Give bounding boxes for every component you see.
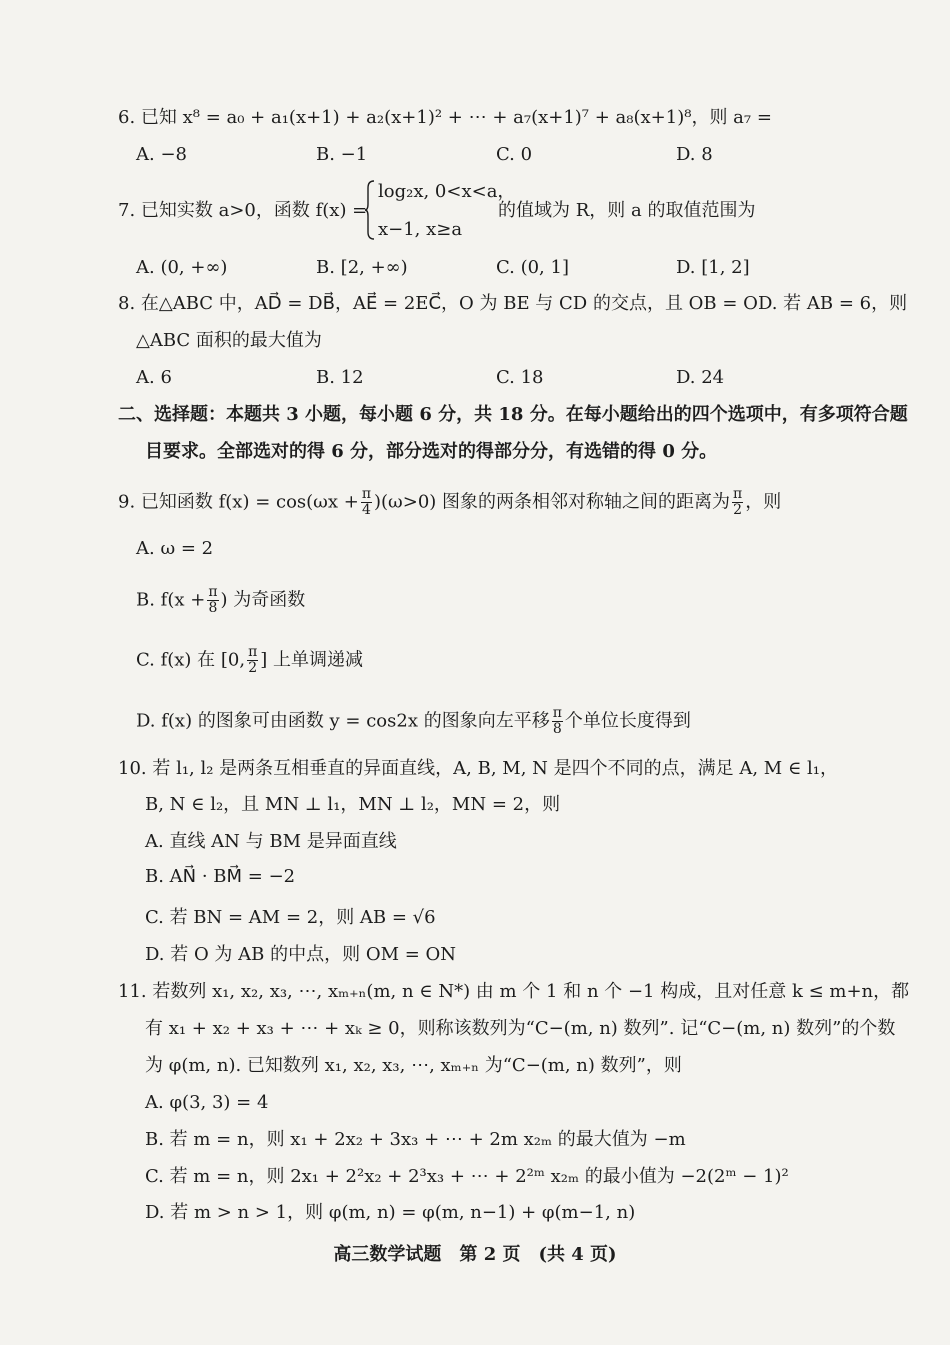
q6-options bbox=[136, 143, 836, 167]
q9-option-d-part-b: 个单位长度得到 bbox=[564, 710, 691, 732]
fraction-pi-over-8 bbox=[207, 585, 218, 616]
piecewise-brace bbox=[365, 180, 375, 240]
section2-instructions-line-2: 目要求。全部选对的得 6 分，部分选对的得部分分，有选错的得 0 分。 bbox=[145, 441, 718, 462]
q9-option-d bbox=[136, 706, 691, 737]
q8-options bbox=[136, 366, 836, 390]
q11-option-b: B. 若 m = n，则 x₁ + 2x₂ + 3x₃ + ⋯ + 2m x₂ₘ 的最大值为 −m bbox=[145, 1129, 686, 1150]
q9-stem-part-c: ，则 bbox=[745, 491, 782, 513]
fraction-denominator: 2 bbox=[248, 660, 258, 676]
q9-option-c-part-a: C. f(x) 在 [0, bbox=[136, 649, 246, 671]
q11-option-d: D. 若 m > n > 1，则 φ(m, n) = φ(m, n−1) + φ(m−1, n) bbox=[145, 1202, 636, 1223]
q10-option-a: A. 直线 AN 与 BM 是异面直线 bbox=[145, 831, 397, 852]
fraction-pi-over-2 bbox=[732, 487, 743, 518]
q7-option-a: A. (0, +∞) bbox=[136, 257, 228, 278]
fraction-denominator: 8 bbox=[552, 721, 562, 737]
q10-option-b: B. AN⃗ · BM⃗ = −2 bbox=[145, 866, 296, 887]
q6-stem: 6. 已知 x⁸ = a₀ + a₁(x+1) + a₂(x+1)² + ⋯ + a₇(x+1)⁷ + a₈(x+1)⁸，则 a₇ = bbox=[118, 107, 772, 128]
q7-stem-suffix: 的值域为 R，则 a 的取值范围为 bbox=[498, 200, 756, 221]
fraction-denominator: 8 bbox=[208, 600, 218, 616]
q9-stem-part-a: 9. 已知函数 f(x) = cos(ωx + bbox=[118, 491, 359, 513]
q9-option-a: A. ω = 2 bbox=[136, 538, 214, 559]
section2-instructions-line-1: 二、选择题：本题共 3 小题，每小题 6 分，共 18 分。在每小题给出的四个选项中，有多项符合题 bbox=[118, 404, 908, 425]
q8-option-b: B. 12 bbox=[316, 367, 364, 388]
q9-option-c-part-b: ] 上单调递减 bbox=[260, 649, 364, 671]
fraction-numerator: π bbox=[552, 705, 562, 721]
q8-stem-line-1: 8. 在△ABC 中，AD⃗ = DB⃗，AE⃗ = 2EC⃗，O 为 BE 与 CD 的交点，且 OB = OD. 若 AB = 6，则 bbox=[118, 293, 908, 314]
q8-stem-line-2: △ABC 面积的最大值为 bbox=[136, 330, 322, 351]
q6-option-a: A. −8 bbox=[136, 144, 187, 165]
q7-stem-prefix: 7. 已知实数 a>0，函数 f(x) = bbox=[118, 200, 368, 221]
fraction-numerator: π bbox=[248, 644, 258, 660]
page-footer: 高三数学试题 第 2 页 (共 4 页) bbox=[333, 1244, 617, 1265]
q11-stem-line-3: 为 φ(m, n). 已知数列 x₁, x₂, x₃, ⋯, xₘ₊ₙ 为“C−(m, n) 数列”，则 bbox=[145, 1055, 682, 1076]
q7-option-d: D. [1, 2] bbox=[676, 257, 750, 278]
q10-option-d: D. 若 O 为 AB 的中点，则 OM = ON bbox=[145, 944, 457, 965]
q11-option-c: C. 若 m = n，则 2x₁ + 2²x₂ + 2³x₃ + ⋯ + 2²ᵐ x₂ₘ 的最小值为 −2(2ᵐ − 1)² bbox=[145, 1166, 789, 1187]
q9-stem bbox=[118, 487, 781, 518]
q11-stem-line-2: 有 x₁ + x₂ + x₃ + ⋯ + xₖ ≥ 0，则称该数列为“C−(m, n) 数列”. 记“C−(m, n) 数列”的个数 bbox=[145, 1018, 896, 1039]
q7-piece-1: log₂x, 0<x<a， bbox=[378, 181, 516, 202]
q8-option-c: C. 18 bbox=[496, 367, 544, 388]
q10-stem-line-2: B, N ∈ l₂，且 MN ⊥ l₁，MN ⊥ l₂，MN = 2，则 bbox=[145, 794, 561, 815]
q10-stem-line-1: 10. 若 l₁, l₂ 是两条互相垂直的异面直线，A, B, M, N 是四个不同的点，满足 A, M ∈ l₁， bbox=[118, 758, 838, 779]
fraction-denominator: 2 bbox=[733, 502, 743, 518]
q9-stem-part-b: )(ω>0) 图象的两条相邻对称轴之间的距离为 bbox=[374, 491, 731, 513]
q7-option-b: B. [2, +∞) bbox=[316, 257, 408, 278]
q8-option-a: A. 6 bbox=[136, 367, 172, 388]
fraction-numerator: π bbox=[361, 486, 372, 502]
q9-option-b bbox=[136, 585, 305, 616]
fraction-pi-over-8 bbox=[552, 706, 563, 737]
q7-piece-2: x−1, x≥a bbox=[378, 219, 463, 240]
q9-option-c bbox=[136, 645, 363, 676]
q8-option-d: D. 24 bbox=[676, 367, 725, 388]
q11-stem-line-1: 11. 若数列 x₁, x₂, x₃, ⋯, xₘ₊ₙ(m, n ∈ N*) 由 m 个 1 和 n 个 −1 构成，且对任意 k ≤ m+n，都 bbox=[118, 981, 910, 1002]
fraction-numerator: π bbox=[733, 486, 743, 502]
q9-option-d-part-a: D. f(x) 的图象可由函数 y = cos2x 的图象向左平移 bbox=[136, 710, 550, 732]
q9-option-b-part-a: B. f(x + bbox=[136, 589, 206, 611]
fraction-numerator: π bbox=[208, 584, 218, 600]
q7-options bbox=[136, 256, 836, 280]
q6-option-b: B. −1 bbox=[316, 144, 368, 165]
fraction-denominator: 4 bbox=[361, 502, 371, 518]
q6-option-d: D. 8 bbox=[676, 144, 713, 165]
fraction-pi-over-4 bbox=[361, 487, 372, 518]
q11-option-a: A. φ(3, 3) = 4 bbox=[145, 1092, 269, 1113]
q9-option-b-part-b: ) 为奇函数 bbox=[220, 589, 306, 611]
q7-option-c: C. (0, 1] bbox=[496, 257, 569, 278]
q10-option-c: C. 若 BN = AM = 2，则 AB = √6 bbox=[145, 907, 436, 928]
fraction-pi-over-2 bbox=[247, 645, 258, 676]
q6-option-c: C. 0 bbox=[496, 144, 533, 165]
